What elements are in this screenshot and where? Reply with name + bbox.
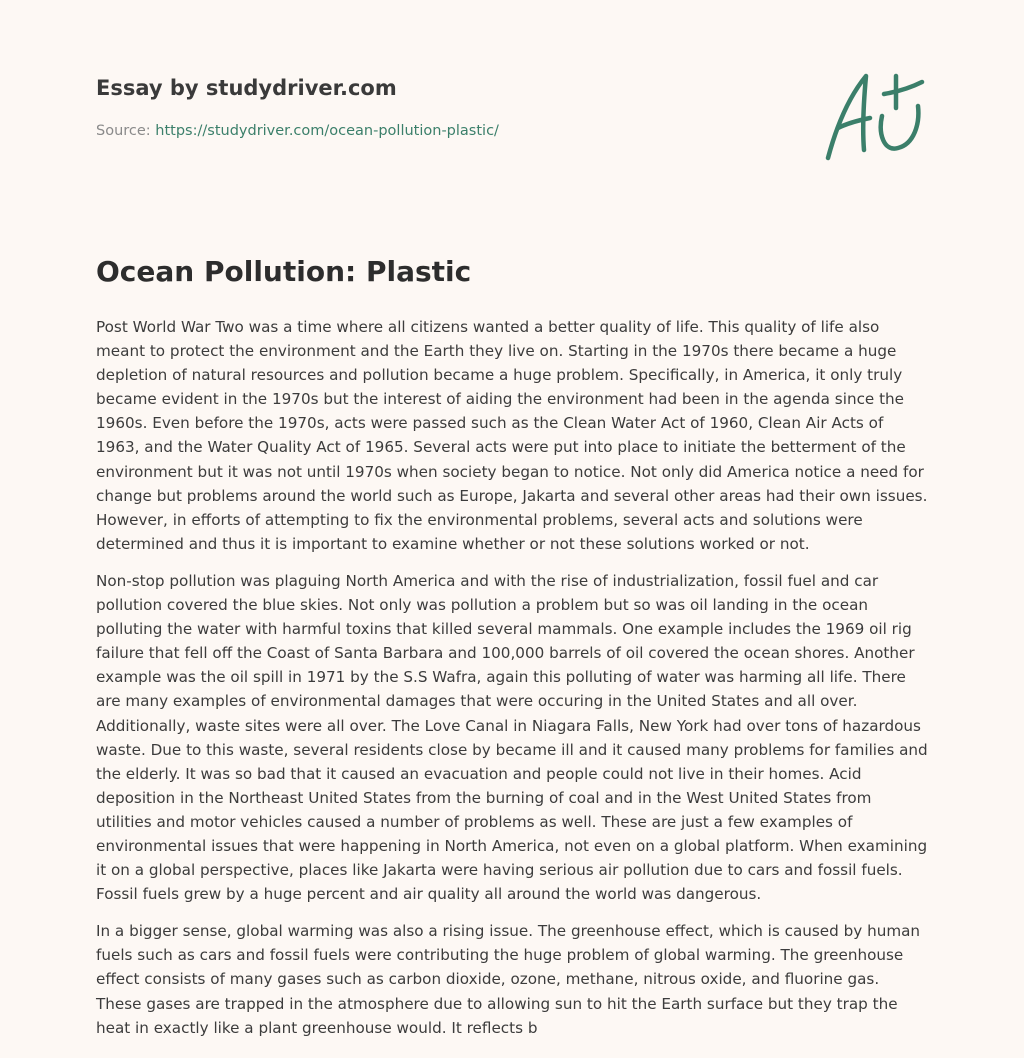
essay-body — [96, 315, 928, 1053]
brand-heading: Essay by studydriver.com — [96, 76, 397, 100]
source-link[interactable]: https://studydriver.com/ocean-pollution-plastic/ — [155, 123, 499, 139]
essay-paragraph-2: Non-stop pollution was plaguing North America and with the rise of industrialization, fossil fuel and car pollution covered the blue skies. Not only was pollution a problem but so was oil landing in the ocean polluting the water with harmful toxins that killed several mammals. One example includes the 1969 oil rig failure that fell off the Coast of Santa Barbara and 100,000 barrels of oil covered the ocean shores. Another example was the oil spill in 1971 by the S.S Wafra, again this polluting of water was harming all life. There are many examples of environmental damages that were occuring in the United States and all over. Additionally, waste sites were all over. The Love Canal in Niagara Falls, New York had over tons of hazardous waste. Due to this waste, several residents close by became ill and it caused many problems for families and the elderly. It was so bad that it caused an evacuation and people could not live in their homes. Acid deposition in the Northeast United States from the burning of coal and in the West United States from utilities and motor vehicles caused a number of problems as well. These are just a few examples of environmental issues that were happening in North America, not even on a global platform. When examining it on a global perspective, places like Jakarta were having serious air pollution due to cars and fossil fuels. Fossil fuels grew by a huge percent and air quality all around the world was dangerous. — [96, 571, 928, 904]
essay-paragraph-1: Post World War Two was a time where all citizens wanted a better quality of life. This quality of life also meant to protect the environment and the Earth they live on. Starting in the 1970s there became a huge depletion of natural resources and pollution became a huge problem. Specifically, in America, it only truly became evident in the 1970s but the interest of aiding the environment had been in the agenda since the 1960s. Even before the 1970s, acts were passed such as the Clean Water Act of 1960, Clean Air Acts of 1963, and the Water Quality Act of 1965. Several acts were put into place to initiate the betterment of the environment but it was not until 1970s when society began to notice. Not only did America notice a need for change but problems around the world such as Europe, Jakarta and several other areas had their own issues. However, in efforts of attempting to fix the environmental problems, several acts and solutions were determined and thus it is important to examine whether or not these solutions worked or not. — [96, 318, 928, 553]
source-line — [96, 123, 499, 139]
essay-paragraph-3: In a bigger sense, global warming was also a rising issue. The greenhouse effect, which is caused by human fuels such as cars and fossil fuels were contributing the huge problem of global warming. The greenhouse effect consists of many gases such as carbon dioxide, ozone, methane, nitrous oxide, and fluorine gas. These gases are trapped in the atmosphere due to allowing sun to hit the Earth surface but they trap the heat in exactly like a plant greenhouse would. It reflects b — [96, 922, 921, 1037]
source-label: Source: — [96, 123, 151, 139]
essay-title: Ocean Pollution: Plastic — [96, 255, 472, 288]
a-plus-logo-icon — [822, 68, 928, 164]
